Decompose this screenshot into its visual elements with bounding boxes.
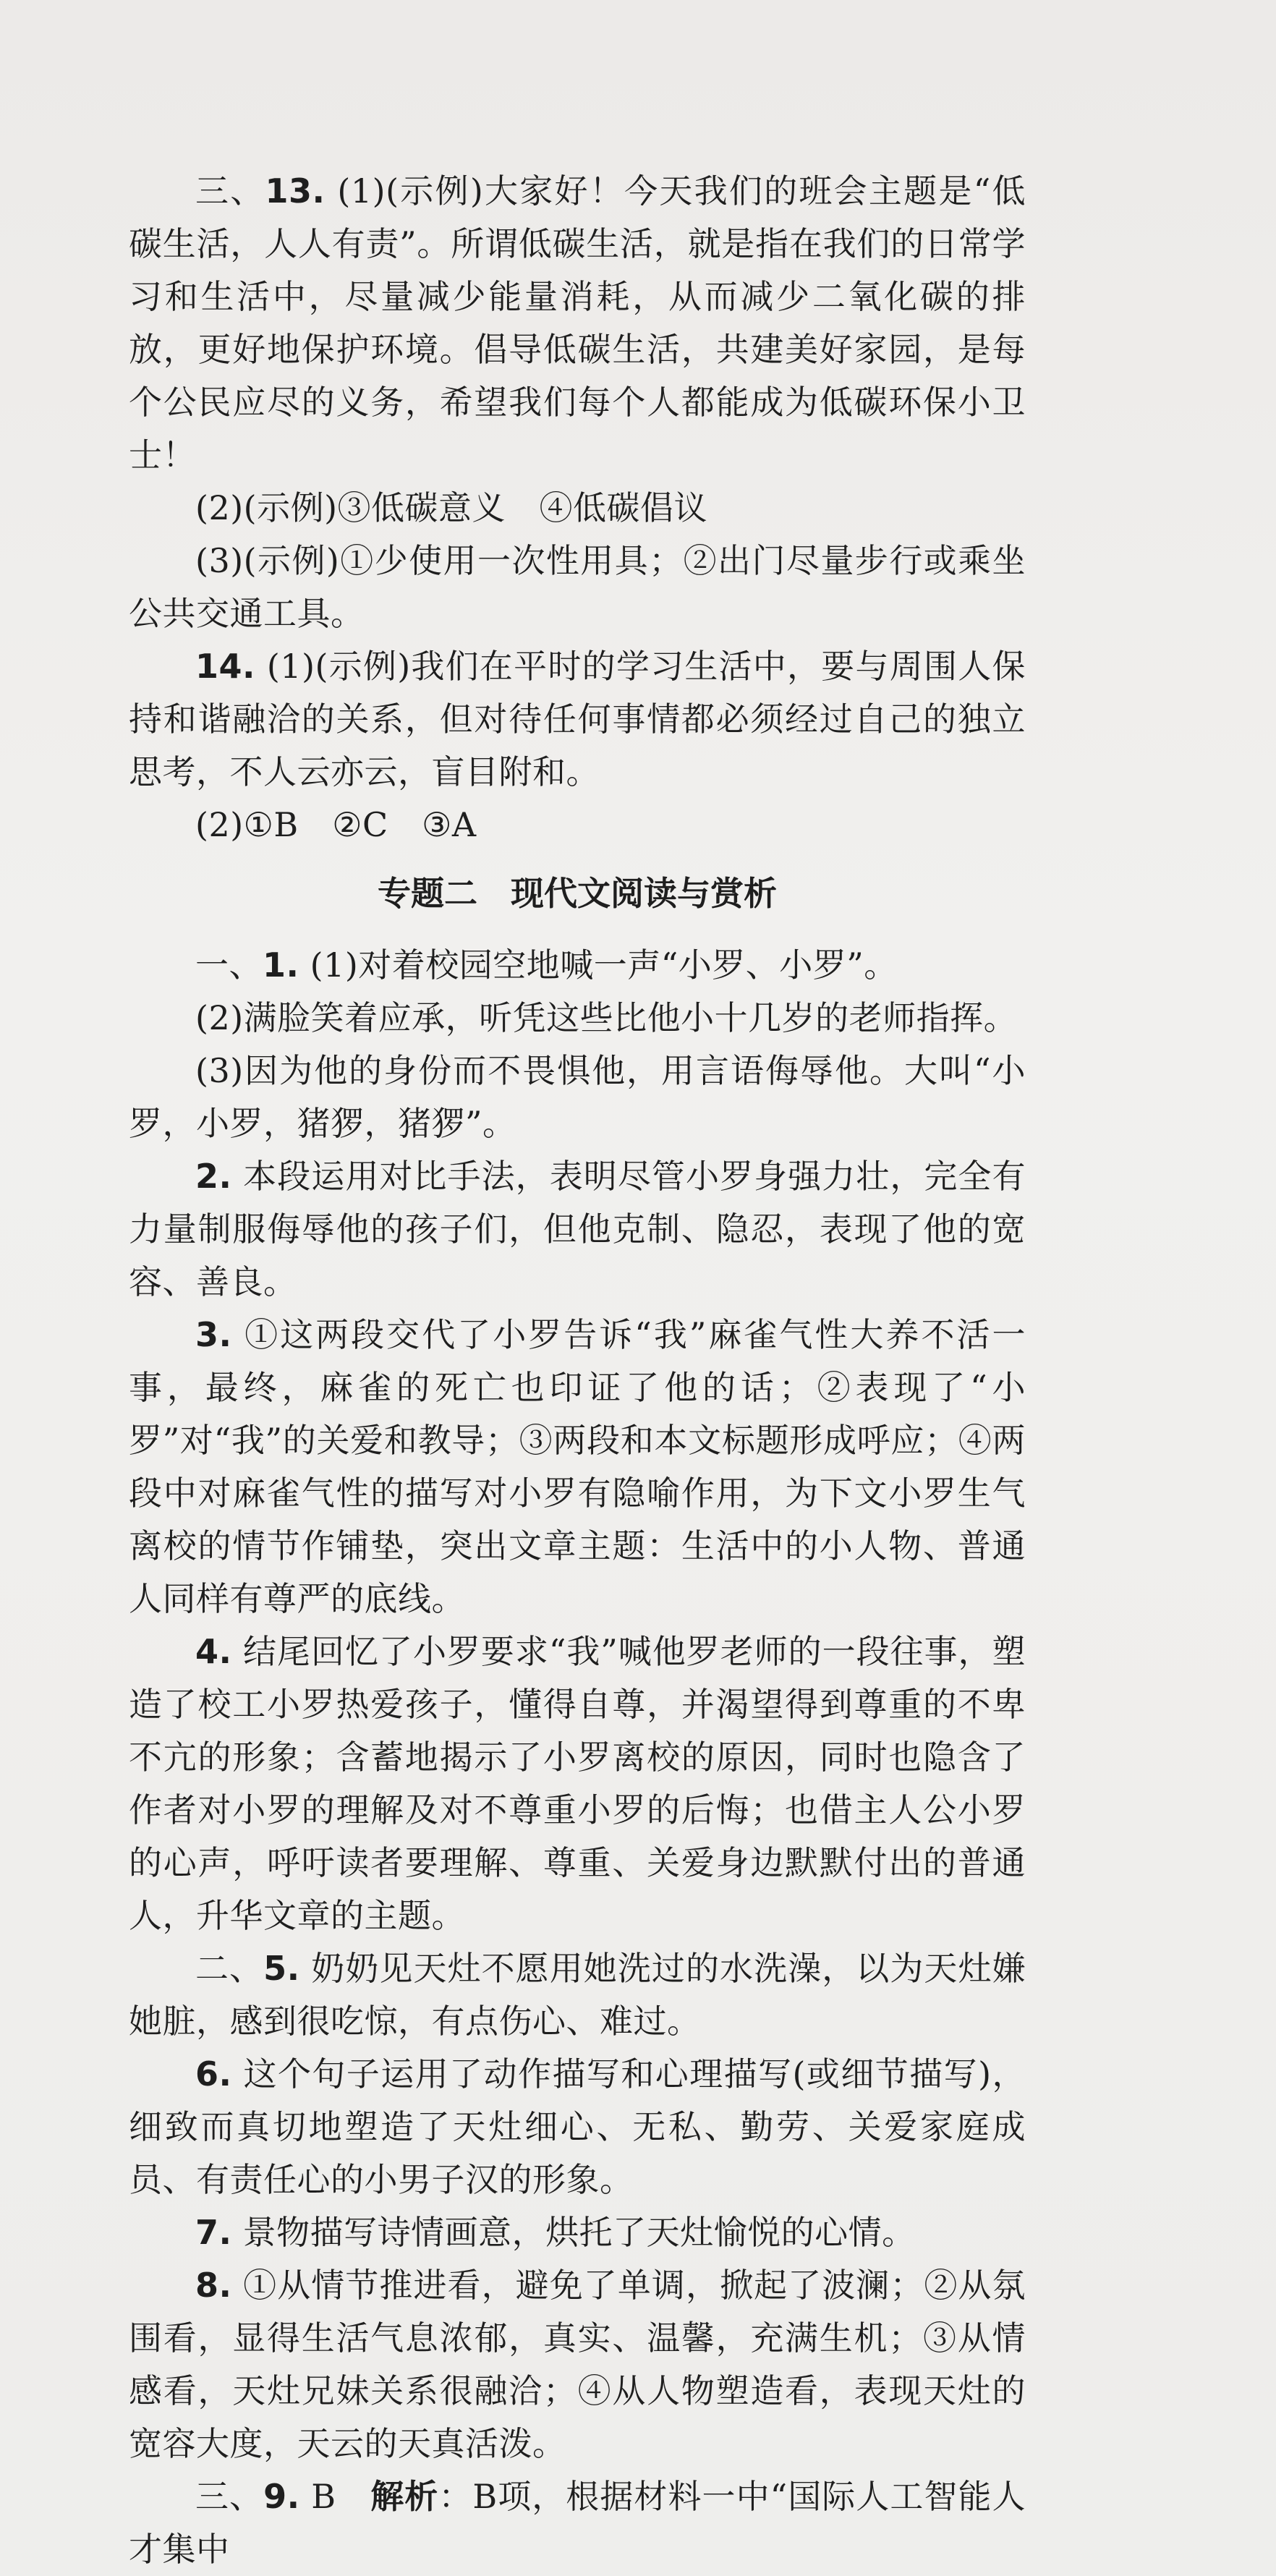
q1-paragraph-3: (3)因为他的身份而不畏惧他，用言语侮辱他。大叫“小罗，小罗，猪猡，猪猡”。 xyxy=(129,1051,1026,1143)
q3-answer: ①这两段交代了小罗告诉“我”麻雀气性大养不活一事，最终，麻雀的死亡也印证了他的话；②表现了“小罗”对“我”的关爱和教导；③两段和本文标题形成呼应；④两段中对麻雀气性的描写对小罗有隐喻作用，为下文小罗生气离校的情节作铺垫，突出文章主题：生活中的小人物、普通人同样有尊严的底线。 xyxy=(129,1315,1026,1618)
q5-paragraph xyxy=(129,1942,1026,2048)
q4-number: 4. xyxy=(195,1632,232,1671)
q14-number: 14. xyxy=(195,647,255,686)
q5-number: 5. xyxy=(263,1949,300,1988)
q9-prefix: 三、 xyxy=(195,2477,264,2516)
q13-prefix: 三、 xyxy=(195,171,265,211)
q3-paragraph xyxy=(129,1309,1026,1625)
q1-answer-1: (1)对着校园空地喊一声“小罗、小罗”。 xyxy=(299,945,898,985)
q1-paragraph-2: (2)满脸笑着应承，听凭这些比他小十几岁的老师指挥。 xyxy=(195,998,1018,1037)
q8-answer: ①从情节推进看，避免了单调，掀起了波澜；②从氛围看，显得生活气息浓郁，真实、温馨，充满生机；③从情感看，天灶兄妹关系很融洽；④从人物塑造看，表现天灶的宽容大度，天云的天真活泼。 xyxy=(129,2266,1026,2463)
q9-paragraph xyxy=(129,2470,1026,2576)
q1-prefix: 一、 xyxy=(195,945,263,985)
q9-number: 9. xyxy=(263,2477,300,2516)
q2-number: 2. xyxy=(195,1157,232,1196)
section-title: 专题二 现代文阅读与赏析 xyxy=(378,874,777,913)
q8-number: 8. xyxy=(195,2266,232,2305)
q4-paragraph xyxy=(129,1625,1026,1942)
q3-number: 3. xyxy=(195,1315,232,1354)
q14-answer-1: (1)(示例)我们在平时的学习生活中，要与周围人保持和谐融洽的关系，但对待任何事情都必须经过自己的独立思考，不人云亦云，盲目附和。 xyxy=(129,647,1026,791)
q9-answer: B xyxy=(299,2477,371,2516)
q2-answer: 本段运用对比手法，表明尽管小罗身强力壮，完全有力量制服侮辱他的孩子们，但他克制、隐忍，表现了他的宽容、善良。 xyxy=(129,1157,1026,1301)
q6-paragraph xyxy=(129,2048,1026,2206)
q1-number: 1. xyxy=(263,945,299,985)
q8-paragraph xyxy=(129,2259,1026,2470)
q6-answer: 这个句子运用了动作描写和心理描写(或细节描写)，细致而真切地塑造了天灶细心、无私、勤劳、关爱家庭成员、有责任心的小男子汉的形象。 xyxy=(129,2054,1026,2199)
q6-number: 6. xyxy=(195,2054,232,2093)
q7-answer: 景物描写诗情画意，烘托了天灶愉悦的心情。 xyxy=(231,2213,916,2252)
q13-paragraph-3: (3)(示例)①少使用一次性用具；②出门尽量步行或乘坐公共交通工具。 xyxy=(129,541,1026,633)
q9-analysis-label: 解析 xyxy=(370,2477,439,2516)
q14-paragraph-1 xyxy=(129,640,1026,799)
q4-answer: 结尾回忆了小罗要求“我”喊他罗老师的一段往事，塑造了校工小罗热爱孩子，懂得自尊，并渴望得到尊重的不卑不亢的形象；含蓄地揭示了小罗离校的原因，同时也隐含了作者对小罗的理解及对不尊重小罗的后悔；也借主人公小罗的心声，呼吁读者要理解、尊重、关爱身边默默付出的普通人，升华文章的主题。 xyxy=(129,1632,1026,1935)
q5-answer: 奶奶见天灶不愿用她洗过的水洗澡，以为天灶嫌她脏，感到很吃惊，有点伤心、难过。 xyxy=(129,1949,1026,2041)
q9-analysis-text: ：B项，根据材料一中“国际人工智能人才集中 xyxy=(129,2477,1026,2569)
q7-paragraph xyxy=(129,2206,1026,2259)
q1-paragraph-1 xyxy=(129,939,1026,992)
q14-paragraph-2: (2)①B ②C ③A xyxy=(195,805,477,844)
q13-number: 13. xyxy=(265,171,326,211)
answer-content xyxy=(129,165,1026,2576)
q13-answer-1: (1)(示例)大家好！今天我们的班会主题是“低碳生活，人人有责”。所谓低碳生活，就是指在我们的日常学习和生活中，尽量减少能量消耗，从而减少二氧化碳的排放，更好地保护环境。倡导低碳生活，共建美好家园，是每个公民应尽的义务，希望我们每个人都能成为低碳环保小卫士！ xyxy=(129,171,1026,475)
q7-number: 7. xyxy=(195,2213,232,2252)
q5-prefix: 二、 xyxy=(195,1949,264,1988)
q13-paragraph-2: (2)(示例)③低碳意义 ④低碳倡议 xyxy=(195,488,708,527)
q13-paragraph-1 xyxy=(129,165,1026,482)
q2-paragraph xyxy=(129,1150,1026,1309)
